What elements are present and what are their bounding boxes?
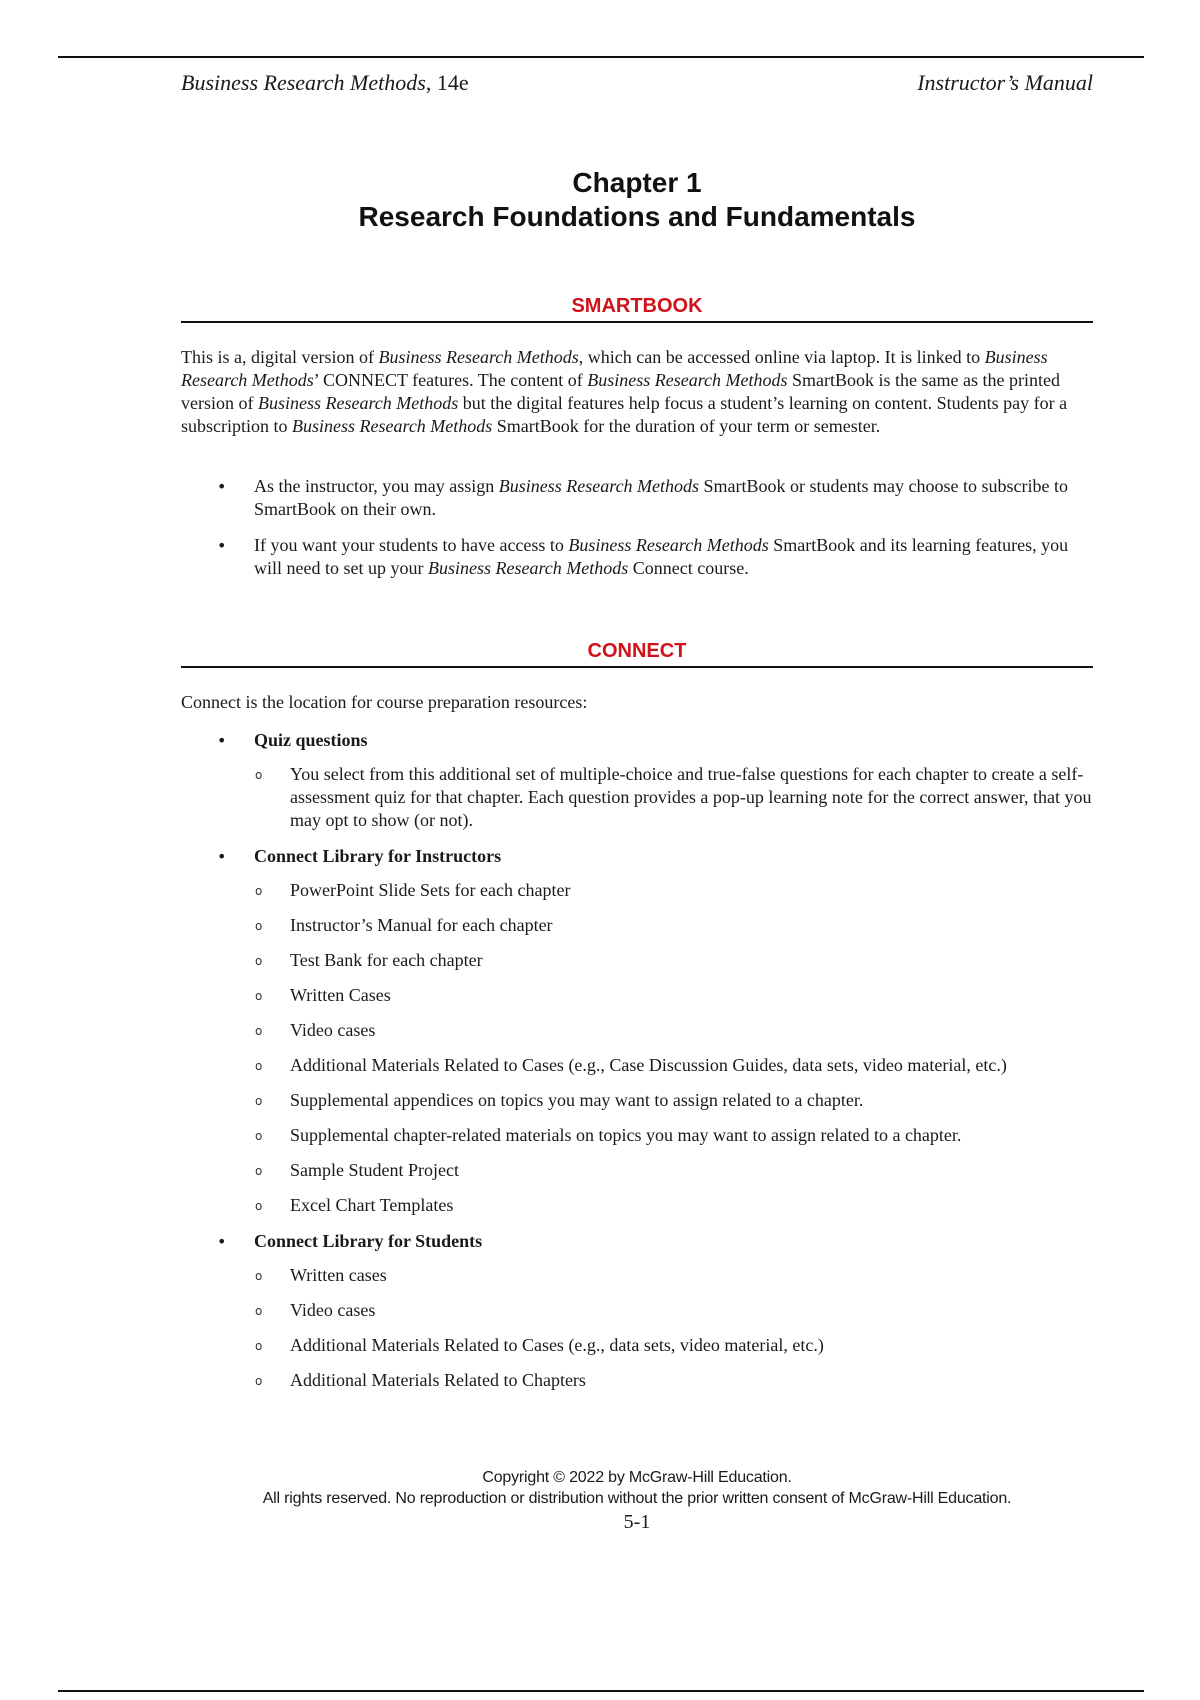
sub-list-item: o PowerPoint Slide Sets for each chapter: [254, 879, 1093, 902]
quiz-title: Quiz questions: [254, 730, 368, 750]
students-title: Connect Library for Students: [254, 1231, 483, 1251]
chapter-number: Chapter 1: [572, 167, 702, 198]
text: Connect course.: [628, 558, 749, 578]
sub-list-item: o Excel Chart Templates: [254, 1194, 1093, 1217]
top-rule: [58, 56, 1144, 58]
book-ref: Business Research Methods: [257, 393, 459, 413]
text: SmartBook and its learning features, you will need to set up your: [254, 535, 1069, 578]
sub-list-item: o Instructor’s Manual for each chapter: [254, 914, 1093, 937]
sub-list-item: o Written cases: [254, 1264, 1093, 1287]
sub-list-item: o Test Bank for each chapter: [254, 949, 1093, 972]
header-manual: Instructor’s Manual: [917, 70, 1093, 95]
list-item: [181, 475, 1093, 521]
text: SmartBook or students may choose to subscribe to SmartBook on their own.: [254, 476, 1069, 519]
instructors-title: Connect Library for Instructors: [254, 846, 502, 866]
text: SmartBook for the duration of your term or semester.: [492, 416, 881, 436]
page-footer: [181, 1467, 1093, 1535]
rights-line: All rights reserved. No reproduction or distribution without the prior written consent of McGraw-Hill Education.: [262, 1490, 1012, 1507]
page-number: 5-1: [623, 1511, 651, 1533]
text: but the digital features help focus a student’s learning on content. Students pay for a subscription to: [181, 393, 1068, 436]
book-ref: Business Research Methods: [498, 476, 700, 496]
book-ref: Business Research Methods: [587, 370, 788, 390]
sub-list-item: o Supplemental chapter-related materials on topics you may want to assign related to a chapter.: [254, 1124, 1093, 1147]
sub-list-item: o Supplemental appendices on topics you may want to assign related to a chapter.: [254, 1089, 1093, 1112]
connect-rule: [181, 666, 1093, 668]
book-ref: Business Research Methods: [181, 347, 1048, 390]
copyright-line: Copyright © 2022 by McGraw-Hill Education.: [482, 1469, 792, 1486]
smartbook-bullets: [181, 475, 1093, 593]
chapter-title: [181, 166, 1093, 234]
connect-list: [181, 729, 1093, 1405]
list-item: [181, 1230, 1093, 1392]
sub-list-item: o Additional Materials Related to Cases (e.g., Case Discussion Guides, data sets, video material, etc.): [254, 1054, 1093, 1077]
list-item: [181, 845, 1093, 1217]
book-ref: Business Research Methods: [568, 535, 769, 555]
text: This is a, digital version of: [181, 347, 379, 367]
running-header: [181, 70, 1093, 96]
sub-list-item: o Additional Materials Related to Cases (e.g., data sets, video material, etc.): [254, 1334, 1093, 1357]
edition: , 14e: [425, 70, 469, 95]
text: SmartBook is the same as the printed version of: [181, 370, 1060, 413]
instructors-sublist: [254, 879, 1093, 1217]
book-ref: Business Research Methods: [378, 347, 579, 367]
chapter-name: Research Foundations and Fundamentals: [358, 201, 916, 232]
text: , which can be accessed online via laptop. It is linked to: [578, 347, 985, 367]
sub-list-item: o Additional Materials Related to Chapters: [254, 1369, 1093, 1392]
connect-intro: Connect is the location for course preparation resources:: [181, 692, 588, 712]
sub-list-item: o Video cases: [254, 1019, 1093, 1042]
text: ’ CONNECT features. The content of: [313, 370, 588, 390]
book-title: Business Research Methods: [181, 70, 426, 95]
smartbook-intro: [181, 346, 1093, 438]
list-item: [181, 534, 1093, 580]
smartbook-rule: [181, 321, 1093, 323]
sub-list-item: o Written Cases: [254, 984, 1093, 1007]
header-book-title: [181, 70, 469, 96]
sub-list-item: o Sample Student Project: [254, 1159, 1093, 1182]
quiz-sublist: [254, 763, 1093, 832]
book-ref: Business Research Methods: [292, 416, 493, 436]
students-sublist: [254, 1264, 1093, 1392]
list-item: [181, 729, 1093, 832]
sub-list-item: o You select from this additional set of multiple-choice and true-false questions for each chapter to create a self-assessment quiz for that chapter. Each question provides a pop-up learning note for the correct answer, that you may opt to show (or not).: [254, 763, 1093, 832]
connect-heading: CONNECT: [587, 640, 687, 662]
bottom-rule: [58, 1690, 1144, 1692]
book-ref: Business Research Methods: [427, 558, 629, 578]
text: If you want your students to have access to: [254, 535, 569, 555]
sub-list-item: o Video cases: [254, 1299, 1093, 1322]
smartbook-heading: SMARTBOOK: [571, 295, 703, 317]
text: As the instructor, you may assign: [254, 476, 499, 496]
